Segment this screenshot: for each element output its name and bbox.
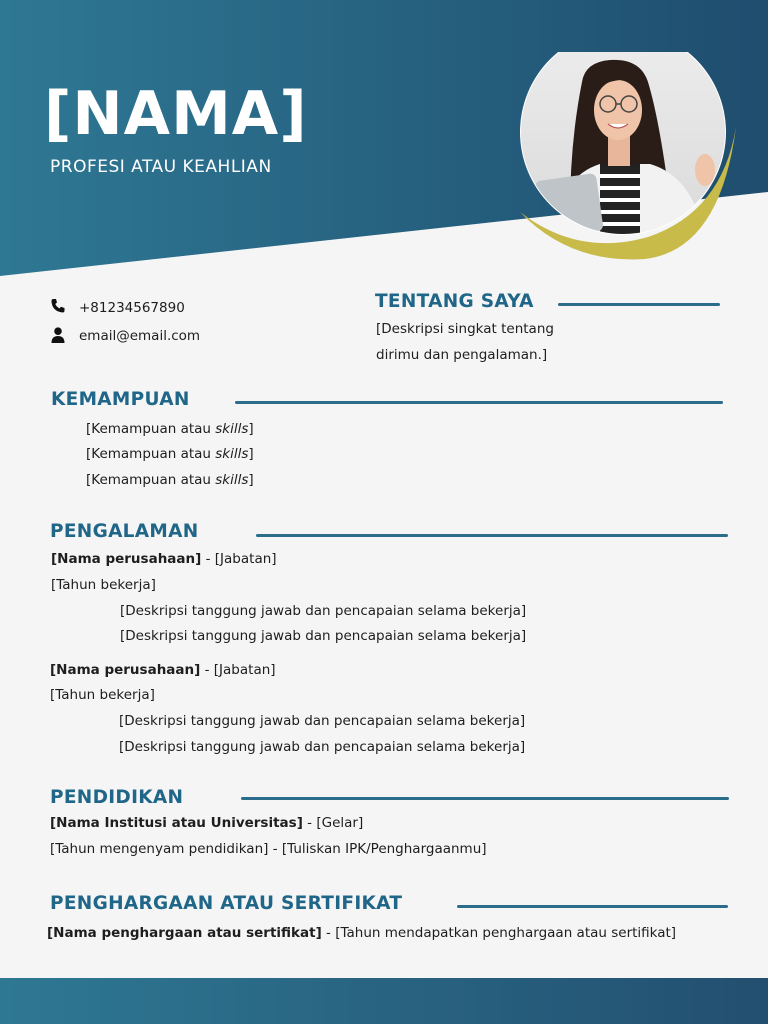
about-divider [558, 303, 720, 306]
skill-item: [Kemampuan atau skills] [86, 472, 254, 488]
phone-number: +81234567890 [79, 300, 185, 316]
experience-divider [256, 534, 728, 537]
profile-photo [510, 52, 746, 266]
awards-title: PENGHARGAAN ATAU SERTIFIKAT [50, 893, 403, 914]
experience-detail: [Deskripsi tanggung jawab dan pencapaian selama bekerja] [119, 739, 526, 755]
skill-item: [Kemampuan atau skills] [86, 446, 254, 462]
education-institution: [Nama Institusi atau Universitas] - [Gelar] [50, 815, 364, 831]
experience-years: [Tahun bekerja] [51, 577, 156, 593]
skill-item: [Kemampuan atau skills] [86, 421, 254, 437]
about-line-2: dirimu dan pengalaman.] [376, 347, 548, 363]
phone-icon [50, 298, 66, 314]
experience-heading: [Nama perusahaan] - [Jabatan] [50, 662, 276, 678]
award-entry: [Nama penghargaan atau sertifikat] - [Tahun mendapatkan penghargaan atau sertifikat] [47, 925, 677, 941]
skills-title: KEMAMPUAN [51, 389, 190, 410]
footer-band [0, 978, 768, 1024]
experience-years: [Tahun bekerja] [50, 687, 155, 703]
experience-title: PENGALAMAN [50, 521, 199, 542]
experience-detail: [Deskripsi tanggung jawab dan pencapaian selama bekerja] [120, 628, 527, 644]
skills-divider [235, 401, 723, 404]
education-title: PENDIDIKAN [50, 787, 184, 808]
profession-title: PROFESI ATAU KEAHLIAN [50, 157, 272, 177]
education-divider [241, 797, 729, 800]
education-years: [Tahun mengenyam pendidikan] - [Tuliskan IPK/Penghargaanmu] [50, 841, 487, 857]
about-line-1: [Deskripsi singkat tentang [376, 321, 554, 337]
candidate-name: [NAMA] [44, 79, 308, 149]
email-address: email@email.com [79, 328, 201, 344]
experience-heading: [Nama perusahaan] - [Jabatan] [51, 551, 277, 567]
awards-divider [457, 905, 728, 908]
experience-detail: [Deskripsi tanggung jawab dan pencapaian selama bekerja] [119, 713, 526, 729]
about-title: TENTANG SAYA [375, 291, 534, 312]
experience-detail: [Deskripsi tanggung jawab dan pencapaian selama bekerja] [120, 603, 527, 619]
user-icon [51, 327, 65, 343]
